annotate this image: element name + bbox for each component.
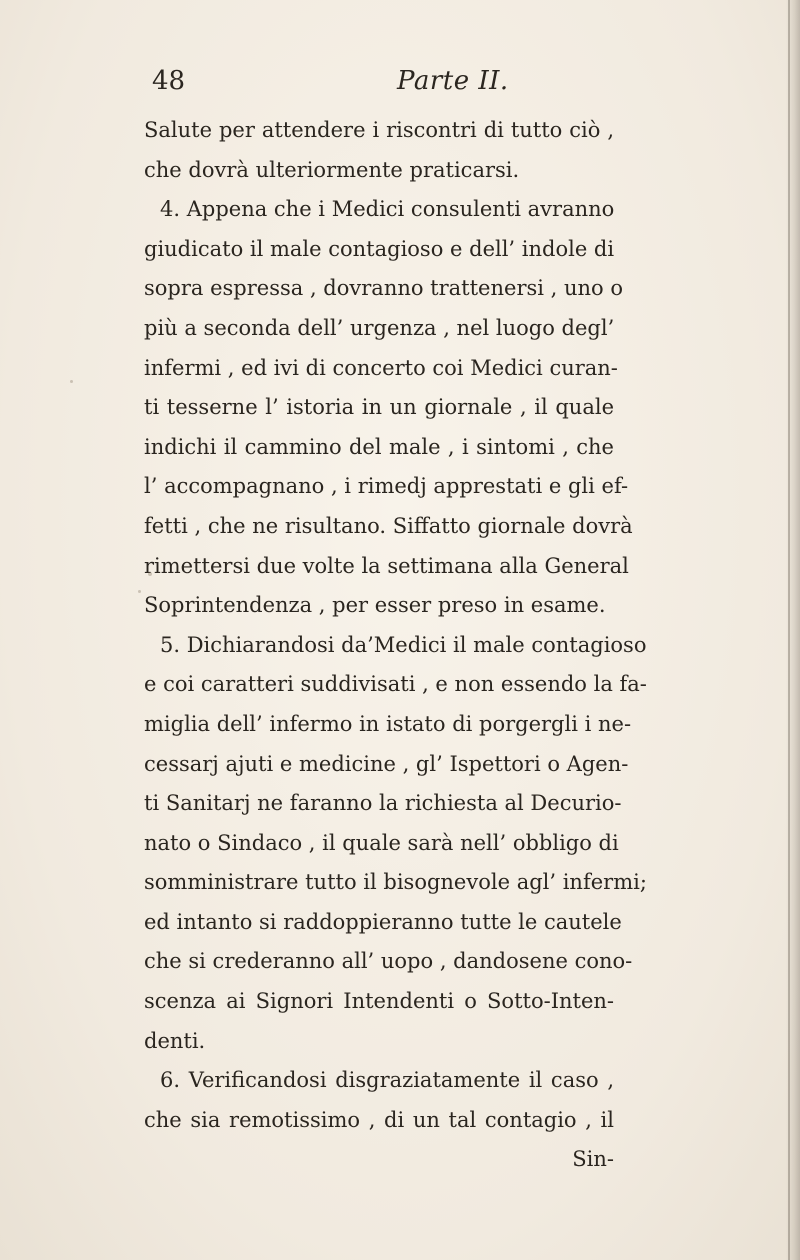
text-line: e coi caratteri suddivisati , e non essendo la fa- xyxy=(144,672,647,697)
text-line: scenza ai Signori Intendenti o Sotto-Inten- xyxy=(144,989,614,1014)
page-number: 48 xyxy=(152,66,186,96)
text-line: sopra espressa , dovranno trattenersi , uno o xyxy=(144,276,624,301)
text-line: Salute per attendere i riscontri di tutto ciò , xyxy=(144,118,614,142)
text-line: che sia remotissimo , di un tal contagio , il xyxy=(144,1107,614,1132)
text-line: miglia dell’ infermo in istato di porgergli i ne- xyxy=(144,711,632,736)
text-line: 6. Verificandosi disgraziatamente il caso , xyxy=(160,1068,614,1093)
text-line: cessarj ajuti e medicine , gl’ Ispettori o Agen- xyxy=(144,751,629,776)
page-header xyxy=(152,66,612,106)
page-edge-line xyxy=(788,0,790,1260)
text-line: nato o Sindaco , il quale sarà nell’ obbligo di xyxy=(144,830,619,855)
running-head: Parte II. xyxy=(397,66,509,96)
text-line: rimettersi due volte la settimana alla General xyxy=(144,553,629,578)
text-line: fetti , che ne risultano. Siffatto giornale dovrà xyxy=(144,513,633,538)
text-line: ti tesserne l’ istoria in un giornale , il quale xyxy=(144,395,614,420)
text-line: che dovrà ulteriormente praticarsi. xyxy=(144,157,520,182)
text-line: ed intanto si raddoppieranno tutte le cautele xyxy=(144,909,622,934)
text-line: infermi , ed ivi di concerto coi Medici curan- xyxy=(144,355,618,380)
text-line: che si crederanno all’ uopo , dandosene cono- xyxy=(144,949,633,974)
body-text xyxy=(144,111,647,1180)
text-line: denti. xyxy=(144,1028,206,1053)
text-line: più a seconda dell’ urgenza , nel luogo degl’ xyxy=(144,315,615,340)
text-line: l’ accompagnano , i rimedj apprestati e gli ef- xyxy=(144,474,629,499)
text-line: 4. Appena che i Medici consulenti avranno xyxy=(160,197,615,222)
text-line: Soprintendenza , per esser preso in esame. xyxy=(144,593,606,618)
paper-speck xyxy=(70,380,73,383)
text-line: 5. Dichiarandosi da’Medici il male contagioso xyxy=(160,632,647,657)
paper-speck xyxy=(148,572,152,576)
text-line: indichi il cammino del male , i sintomi , che xyxy=(144,434,614,459)
text-line: giudicato il male contagioso e dell’ indole di xyxy=(144,236,615,261)
text-line: somministrare tutto il bisognevole agl’ infermi; xyxy=(144,870,647,895)
paper-speck xyxy=(138,590,141,593)
catchword: Sin- xyxy=(572,1147,614,1172)
text-line: ti Sanitarj ne faranno la richiesta al Decurio- xyxy=(144,791,622,816)
